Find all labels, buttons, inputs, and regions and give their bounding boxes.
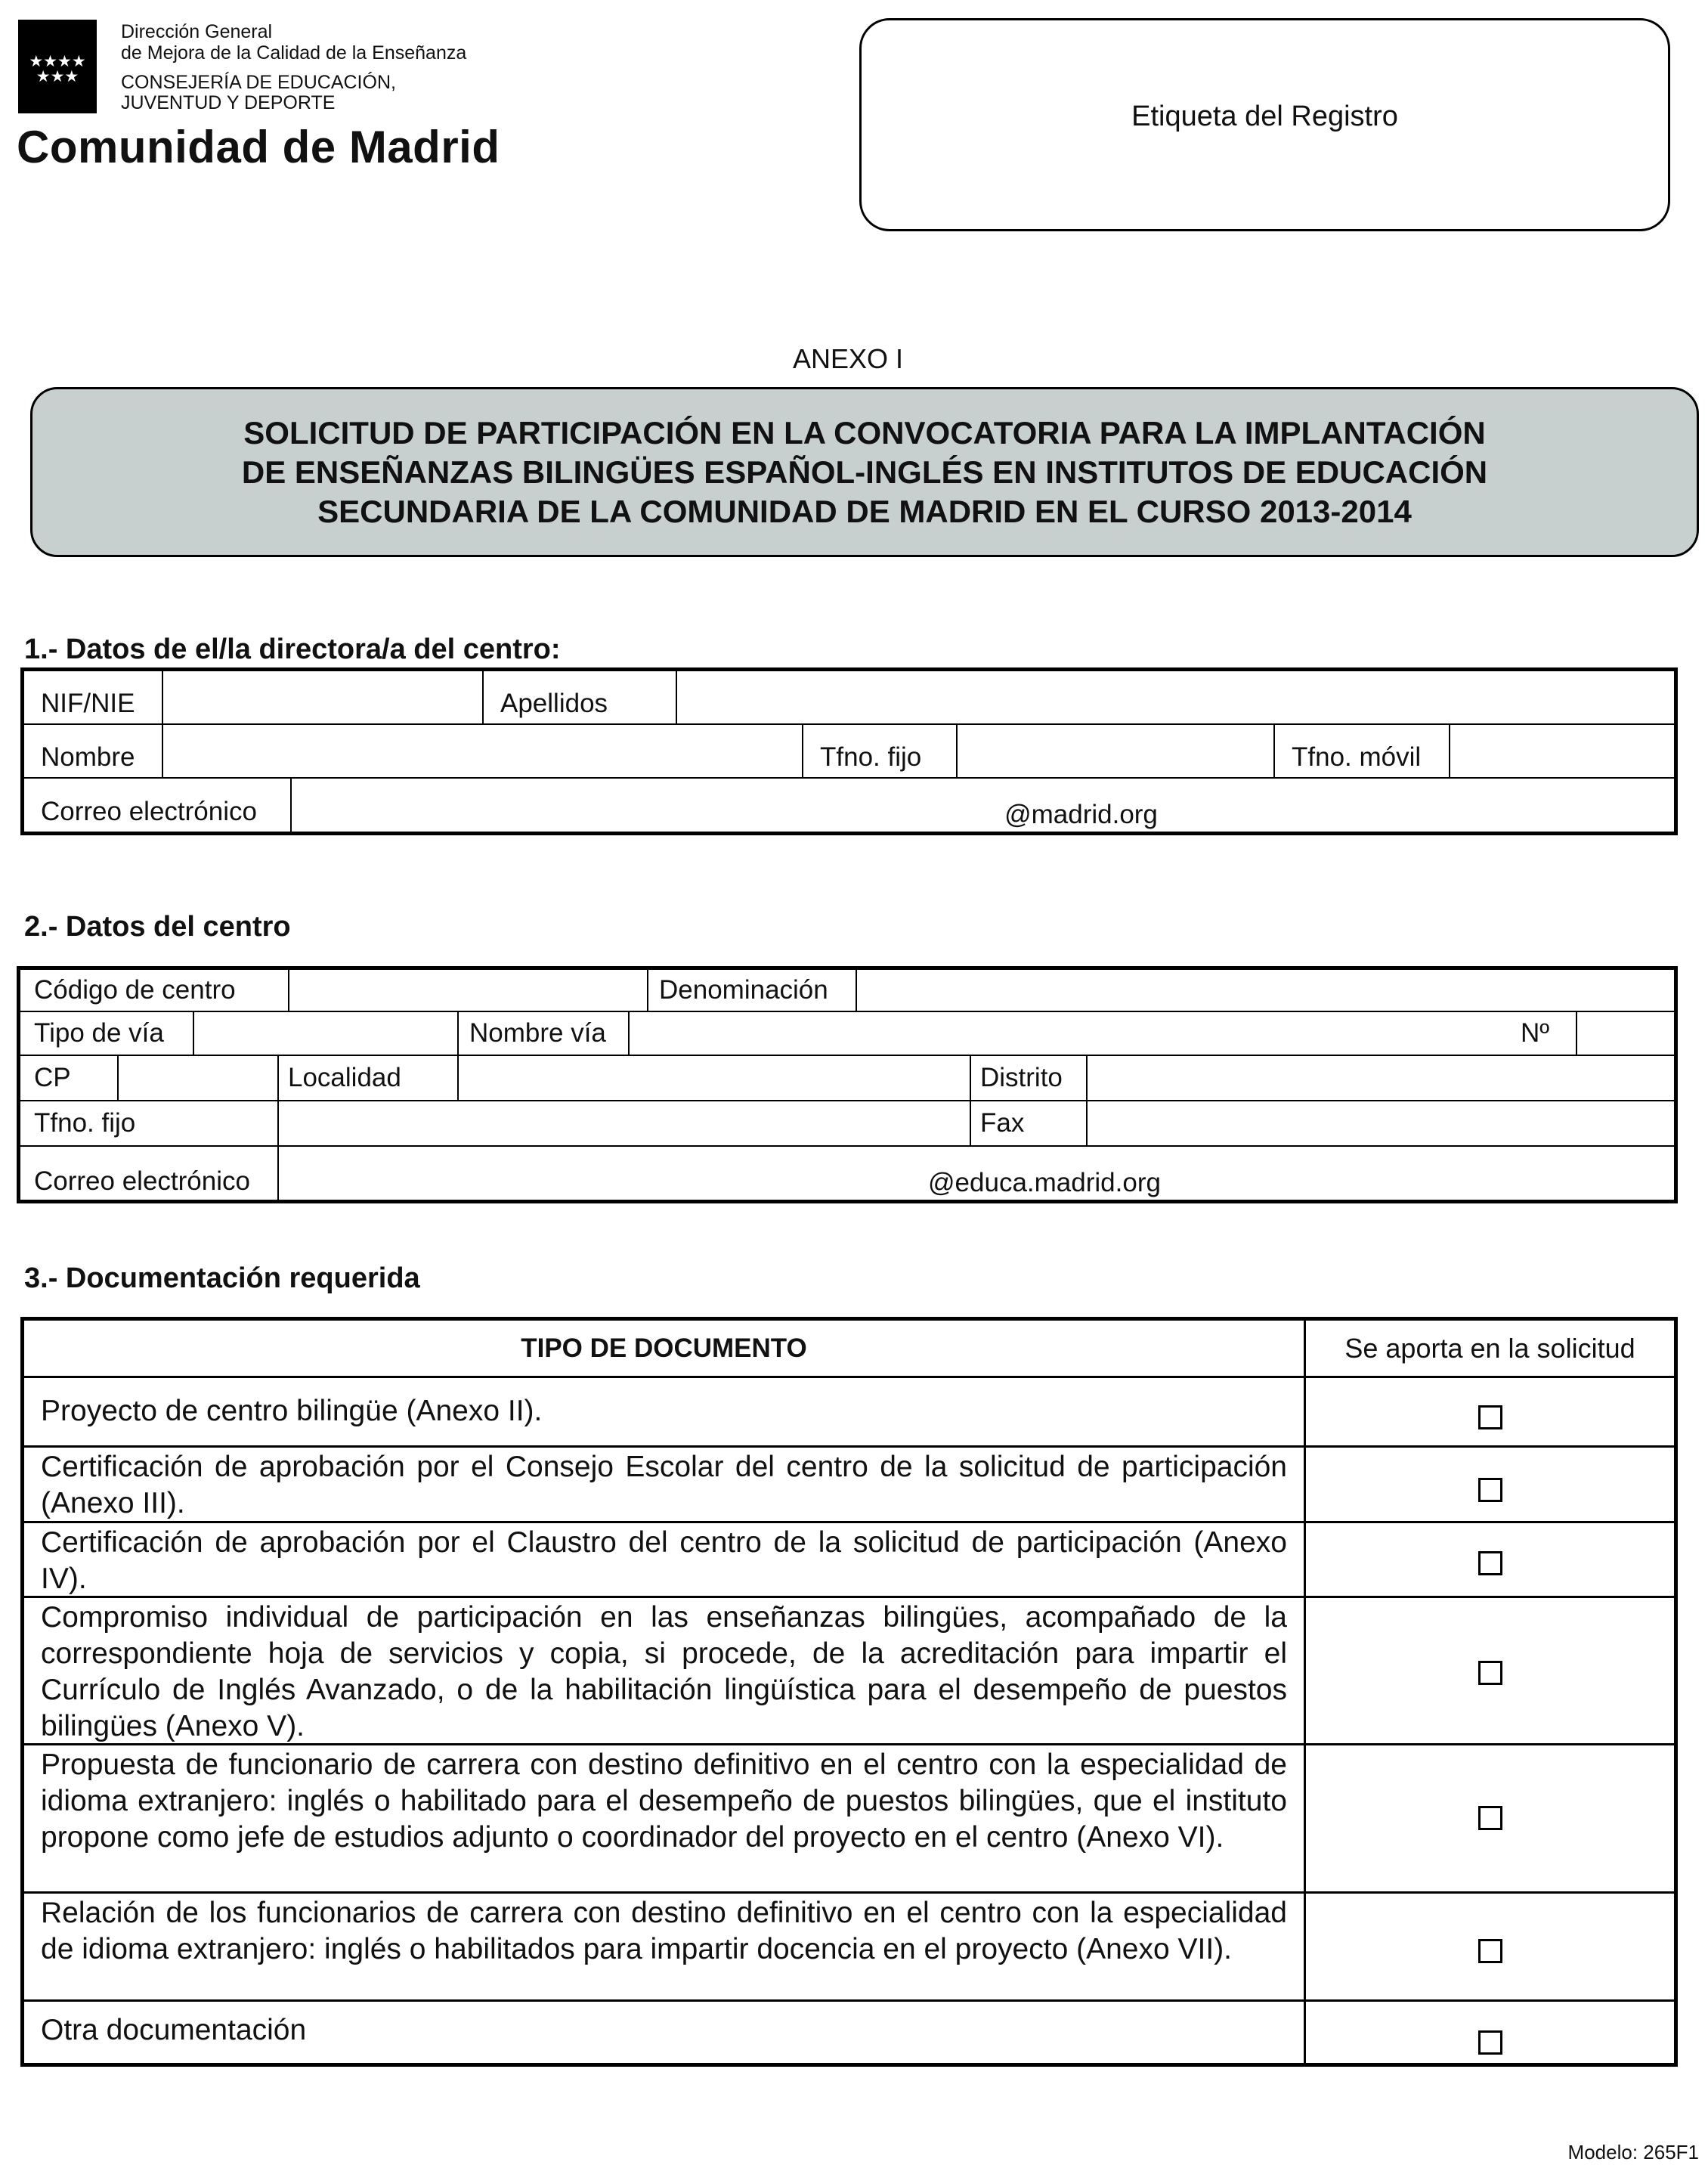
distrito-label: Distrito [970, 1056, 1086, 1100]
document-checkbox[interactable] [1478, 2030, 1502, 2055]
center-row-5 [20, 1147, 1674, 1200]
email-domain: @madrid.org [1004, 800, 1158, 829]
title-line-3: SECUNDARIA DE LA COMUNIDAD DE MADRID EN EL CURSO 2013-2014 [317, 493, 1412, 529]
center-data-form [17, 966, 1678, 1203]
document-checkbox[interactable] [1478, 1478, 1502, 1502]
numero-field[interactable] [1576, 1012, 1674, 1055]
org-line-2: de Mejora de la Calidad de la Enseñanza [121, 42, 467, 63]
col-provided: Se aporta en la solicitud [1304, 1321, 1674, 1376]
tfno-fijo-label: Tfno. fijo [802, 725, 956, 777]
section-2-title: 2.- Datos del centro [24, 911, 291, 943]
document-row [24, 1598, 1674, 1745]
registry-label-box [859, 18, 1670, 231]
center-row-4 [20, 1101, 1674, 1147]
document-checkbox[interactable] [1478, 1551, 1502, 1575]
center-row-1 [20, 970, 1674, 1012]
document-checkbox[interactable] [1478, 1661, 1502, 1685]
title-box [30, 387, 1699, 557]
director-row-1 [24, 671, 1674, 725]
denominacion-label: Denominación [647, 970, 856, 1011]
document-name: Relación de los funcionarios de carrera con destino definitivo en el centro con la especialidad de idioma extranjero: inglés o habilitados para impartir docencia en el proyecto (Anexo VII). [41, 1897, 1287, 1965]
center-row-2 [20, 1012, 1674, 1056]
document-row [24, 1523, 1674, 1598]
codigo-label: Código de centro [34, 975, 236, 1005]
documentation-table-header [24, 1321, 1674, 1378]
fax-label: Fax [970, 1101, 1086, 1145]
registry-label: Etiqueta del Registro [1131, 101, 1398, 132]
document-name: Propuesta de funcionario de carrera con destino definitivo en el centro con la especialidad de idioma extranjero: inglés o habilitado para el desempeño de puestos bilingües, que el instituto propone como jefe de estudios adjunto o coordinador del proyecto en el centro (Anexo VI). [41, 1748, 1287, 1854]
nombre-via-field[interactable] [628, 1012, 1537, 1055]
center-row-3 [20, 1056, 1674, 1101]
brand-name: Comunidad de Madrid [17, 122, 500, 172]
director-row-2 [24, 725, 1674, 779]
tipo-via-label: Tipo de vía [34, 1018, 164, 1048]
center-email-field[interactable] [277, 1147, 1674, 1200]
org-line-1: Dirección General [121, 21, 273, 42]
title-line-1: SOLICITUD DE PARTICIPACIÓN EN LA CONVOCATORIA PARA LA IMPLANTACIÓN [243, 414, 1486, 451]
nombre-field[interactable] [162, 725, 802, 777]
localidad-field[interactable] [457, 1056, 970, 1100]
tfno-movil-field[interactable] [1449, 725, 1674, 777]
document-row [24, 2002, 1674, 2064]
email-field[interactable] [290, 779, 1674, 832]
annex-label: ANEXO I [792, 343, 904, 374]
numero-label: Nº [1521, 1018, 1550, 1048]
denominacion-field[interactable] [856, 970, 1674, 1011]
logo-stars-icon: ★★★★ ★★★ [29, 53, 86, 85]
document-checkbox[interactable] [1478, 1405, 1502, 1429]
document-checkbox[interactable] [1478, 1806, 1502, 1830]
document-row [24, 1448, 1674, 1523]
document-name: Proyecto de centro bilingüe (Anexo II). [41, 1395, 543, 1427]
document-row [24, 1378, 1674, 1448]
document-checkbox[interactable] [1478, 1939, 1502, 1963]
madrid-logo [18, 20, 97, 113]
document-name: Certificación de aprobación por el Claustro del centro de la solicitud de participación (Anexo IV). [41, 1526, 1287, 1595]
center-email-domain: @educa.madrid.org [928, 1168, 1161, 1197]
localidad-label: Localidad [277, 1056, 457, 1100]
center-email-label: Correo electrónico [34, 1166, 250, 1196]
model-code: Modelo: 265F1 [1567, 2141, 1699, 2163]
director-data-form [20, 667, 1678, 835]
cp-field[interactable] [117, 1056, 277, 1100]
org-line-3: CONSEJERÍA DE EDUCACIÓN, [121, 72, 396, 93]
center-tfno-label: Tfno. fijo [34, 1108, 136, 1138]
apellidos-field[interactable] [676, 671, 1674, 723]
documentation-table [20, 1317, 1678, 2067]
codigo-field[interactable] [288, 970, 647, 1011]
nif-label: NIF/NIE [41, 689, 135, 718]
nombre-label: Nombre [41, 742, 135, 772]
center-tfno-field[interactable] [277, 1101, 970, 1145]
section-1-title: 1.- Datos de el/la directora/a del centro: [24, 633, 561, 665]
fax-field[interactable] [1086, 1101, 1674, 1145]
nif-field[interactable] [162, 671, 482, 723]
title-line-2: DE ENSEÑANZAS BILINGÜES ESPAÑOL-INGLÉS EN INSTITUTOS DE EDUCACIÓN [241, 454, 1488, 490]
distrito-field[interactable] [1086, 1056, 1674, 1100]
director-row-3 [24, 779, 1674, 832]
document-row [24, 1745, 1674, 1894]
tipo-via-field[interactable] [193, 1012, 457, 1055]
cp-label: CP [34, 1063, 71, 1092]
section-3-title: 3.- Documentación requerida [24, 1262, 420, 1294]
nombre-via-label: Nombre vía [457, 1012, 628, 1055]
tfno-movil-label: Tfno. móvil [1273, 725, 1449, 777]
form-title [242, 413, 1487, 531]
col-document-type: TIPO DE DOCUMENTO [521, 1333, 807, 1363]
document-row [24, 1894, 1674, 2002]
tfno-fijo-field[interactable] [956, 725, 1273, 777]
document-name: Compromiso individual de participación en las enseñanzas bilingües, acompañado de la correspondiente hoja de servicios y copia, si procede, de la acreditación para impartir el Currículo de Inglés Avanzado, o de la habilitación lingüística para el desempeño de puestos bilingües (Anexo V). [41, 1601, 1287, 1742]
document-name: Certificación de aprobación por el Consejo Escolar del centro de la solicitud de participación (Anexo III). [41, 1451, 1287, 1519]
org-line-4: JUVENTUD Y DEPORTE [121, 92, 336, 113]
email-label: Correo electrónico [41, 797, 257, 826]
apellidos-label: Apellidos [482, 671, 676, 723]
document-name: Otra documentación [41, 2014, 307, 2046]
